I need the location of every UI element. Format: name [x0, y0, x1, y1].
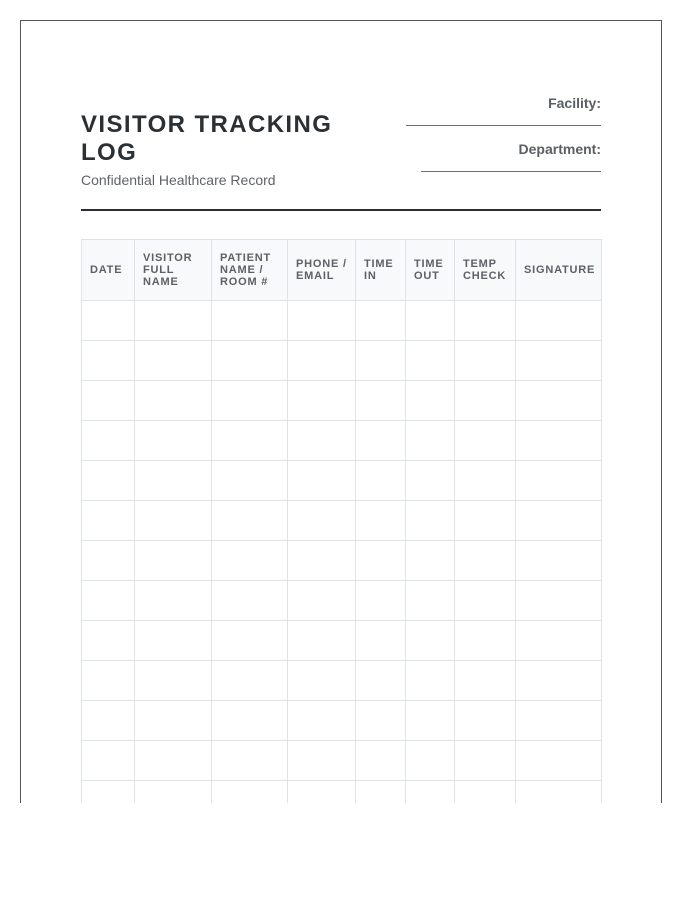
column-header-signature: SIGNATURE — [516, 240, 602, 301]
table-cell[interactable] — [516, 621, 602, 661]
table-cell[interactable] — [82, 341, 135, 381]
department-input-line[interactable] — [421, 171, 601, 172]
table-row — [82, 421, 602, 461]
table-cell[interactable] — [356, 461, 406, 501]
table-row — [82, 581, 602, 621]
table-cell[interactable] — [135, 461, 212, 501]
table-cell[interactable] — [406, 381, 455, 421]
table-cell[interactable] — [288, 301, 356, 341]
table-cell[interactable] — [356, 341, 406, 381]
table-cell[interactable] — [455, 661, 516, 701]
table-cell[interactable] — [406, 541, 455, 581]
table-cell[interactable] — [455, 621, 516, 661]
table-cell[interactable] — [406, 341, 455, 381]
table-cell[interactable] — [82, 461, 135, 501]
table-cell[interactable] — [135, 701, 212, 741]
table-cell[interactable] — [135, 781, 212, 804]
table-cell[interactable] — [135, 421, 212, 461]
table-cell[interactable] — [212, 741, 288, 781]
table-cell[interactable] — [212, 461, 288, 501]
column-header-patient-name-room: PATIENT NAME / ROOM # — [212, 240, 288, 301]
table-cell[interactable] — [356, 501, 406, 541]
facility-input-line[interactable] — [406, 125, 601, 126]
table-cell[interactable] — [288, 741, 356, 781]
table-cell[interactable] — [212, 581, 288, 621]
table-cell[interactable] — [82, 301, 135, 341]
table-cell[interactable] — [212, 661, 288, 701]
table-cell[interactable] — [135, 621, 212, 661]
table-cell[interactable] — [516, 661, 602, 701]
table-row — [82, 501, 602, 541]
table-cell[interactable] — [516, 301, 602, 341]
table-cell[interactable] — [406, 421, 455, 461]
table-cell[interactable] — [455, 541, 516, 581]
table-cell[interactable] — [516, 341, 602, 381]
table-cell[interactable] — [212, 621, 288, 661]
table-cell[interactable] — [82, 501, 135, 541]
table-cell[interactable] — [356, 381, 406, 421]
table-row — [82, 701, 602, 741]
table-cell[interactable] — [356, 781, 406, 804]
table-cell[interactable] — [406, 661, 455, 701]
table-row — [82, 381, 602, 421]
table-cell[interactable] — [455, 501, 516, 541]
facility-label: Facility: — [548, 95, 601, 111]
table-row — [82, 741, 602, 781]
table-cell[interactable] — [82, 781, 135, 804]
table-cell[interactable] — [455, 381, 516, 421]
table-cell[interactable] — [82, 581, 135, 621]
table-cell[interactable] — [406, 461, 455, 501]
table-cell[interactable] — [356, 661, 406, 701]
table-cell[interactable] — [212, 381, 288, 421]
column-header-visitor-full-name: VISITOR FULL NAME — [135, 240, 212, 301]
table-cell[interactable] — [455, 461, 516, 501]
table-cell[interactable] — [406, 701, 455, 741]
table-cell[interactable] — [406, 741, 455, 781]
table-cell[interactable] — [135, 341, 212, 381]
table-row — [82, 661, 602, 701]
table-cell[interactable] — [288, 701, 356, 741]
table-cell[interactable] — [135, 381, 212, 421]
table-row — [82, 781, 602, 804]
table-cell[interactable] — [135, 301, 212, 341]
table-cell[interactable] — [135, 541, 212, 581]
table-cell[interactable] — [288, 341, 356, 381]
table-cell[interactable] — [516, 381, 602, 421]
table-cell[interactable] — [288, 781, 356, 804]
table-cell[interactable] — [455, 581, 516, 621]
table-cell[interactable] — [516, 461, 602, 501]
table-cell[interactable] — [82, 381, 135, 421]
visitor-log-table — [81, 239, 602, 803]
table-row — [82, 541, 602, 581]
table-row — [82, 621, 602, 661]
table-cell[interactable] — [288, 581, 356, 621]
department-field — [421, 141, 601, 172]
table-cell[interactable] — [406, 621, 455, 661]
table-cell[interactable] — [455, 421, 516, 461]
table-header — [82, 240, 602, 301]
table-cell[interactable] — [516, 581, 602, 621]
table-cell[interactable] — [82, 741, 135, 781]
column-header-time-in: TIME IN — [356, 240, 406, 301]
table-cell[interactable] — [356, 581, 406, 621]
header-row — [82, 240, 602, 301]
table-cell[interactable] — [288, 501, 356, 541]
column-header-phone-email: PHONE / EMAIL — [288, 240, 356, 301]
table-cell[interactable] — [356, 741, 406, 781]
table-cell[interactable] — [135, 581, 212, 621]
table-cell[interactable] — [356, 541, 406, 581]
table-cell[interactable] — [356, 301, 406, 341]
table-cell[interactable] — [406, 781, 455, 804]
table-cell[interactable] — [455, 341, 516, 381]
table-cell[interactable] — [212, 701, 288, 741]
table-cell[interactable] — [288, 541, 356, 581]
table-cell[interactable] — [516, 541, 602, 581]
table-cell[interactable] — [356, 621, 406, 661]
table-cell[interactable] — [288, 621, 356, 661]
log-sheet — [20, 20, 662, 803]
table-cell[interactable] — [288, 381, 356, 421]
document-title: VISITOR TRACKING LOG — [81, 111, 333, 166]
table-cell[interactable] — [212, 421, 288, 461]
table-cell[interactable] — [212, 541, 288, 581]
table-cell[interactable] — [516, 701, 602, 741]
table-body — [82, 301, 602, 804]
table-cell[interactable] — [212, 301, 288, 341]
facility-field — [406, 95, 601, 126]
table-cell[interactable] — [455, 301, 516, 341]
table-cell[interactable] — [406, 301, 455, 341]
table-row — [82, 461, 602, 501]
table-cell[interactable] — [356, 421, 406, 461]
table-cell[interactable] — [82, 661, 135, 701]
table-cell[interactable] — [288, 461, 356, 501]
table-cell[interactable] — [82, 421, 135, 461]
table-row — [82, 341, 602, 381]
table-cell[interactable] — [516, 781, 602, 804]
table-cell[interactable] — [82, 541, 135, 581]
table-cell[interactable] — [288, 661, 356, 701]
table-cell[interactable] — [212, 781, 288, 804]
table-cell[interactable] — [135, 741, 212, 781]
table-cell[interactable] — [135, 661, 212, 701]
table-cell[interactable] — [455, 781, 516, 804]
table-cell[interactable] — [455, 741, 516, 781]
table-cell[interactable] — [455, 701, 516, 741]
table-cell[interactable] — [135, 501, 212, 541]
table-cell[interactable] — [406, 501, 455, 541]
column-header-temp-check: TEMP CHECK — [455, 240, 516, 301]
table-cell[interactable] — [288, 421, 356, 461]
table-cell[interactable] — [516, 421, 602, 461]
document-header — [81, 21, 601, 211]
table-cell[interactable] — [82, 701, 135, 741]
document-subtitle: Confidential Healthcare Record — [81, 172, 276, 188]
table-cell[interactable] — [82, 621, 135, 661]
table-cell[interactable] — [212, 501, 288, 541]
table-cell[interactable] — [212, 341, 288, 381]
table-row — [82, 301, 602, 341]
column-header-time-out: TIME OUT — [406, 240, 455, 301]
table-cell[interactable] — [406, 581, 455, 621]
column-header-date: DATE — [82, 240, 135, 301]
table-cell[interactable] — [516, 501, 602, 541]
table-cell[interactable] — [356, 701, 406, 741]
department-label: Department: — [518, 141, 601, 157]
table-cell[interactable] — [516, 741, 602, 781]
